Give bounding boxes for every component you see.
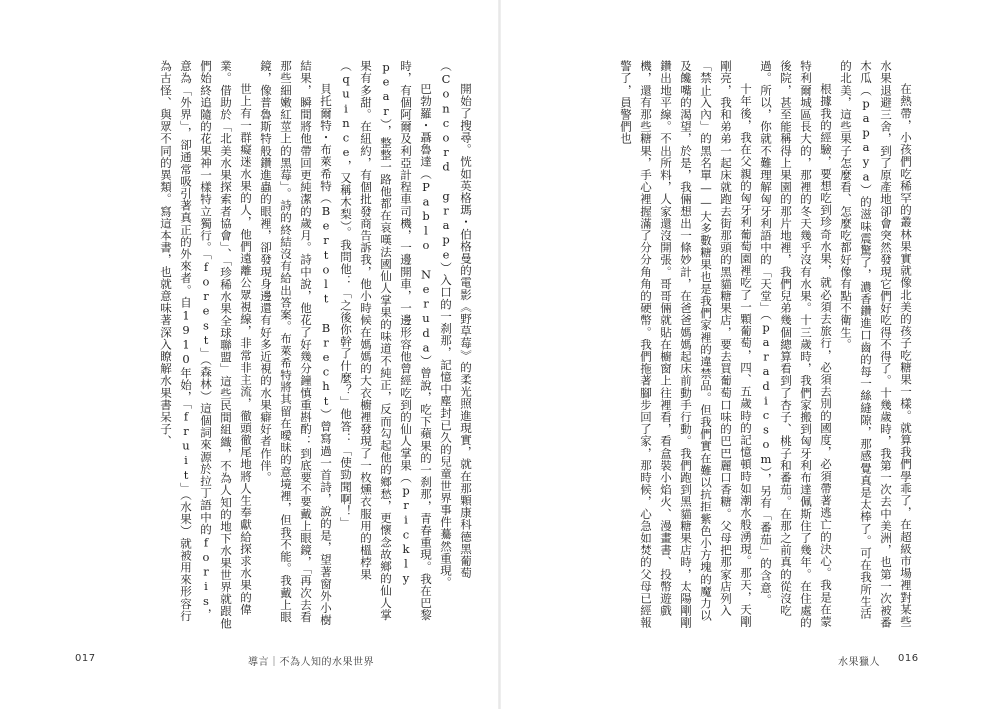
right-page [500,0,999,709]
left-page-body [126,60,476,630]
right-page-number: 016 [898,653,919,664]
paragraph: 貝托爾特・布萊希特（Bertolt Brecht）曾寫過一首詩，說的是，望著窗外小樹結果，瞬間將他帶回更純潔的歲月。詩中說，他花了好幾分鐘慎重斟酌：到底要不要戴上眼鏡，「再次去看那些細嫩紅莖上的黑莓」。詩的終結沒有給出答案。布萊希特將其留在曖昧的意境裡，但我不能。我戴上眼鏡，像普魯斯特般鑽進蟲的眼裡，卻發現身邊還有好多近視的水果癖好者作伴。 [259,60,333,627]
paragraph: 十年後，我在父親的匈牙利葡萄園裡吃了一顆葡萄，四、五歲時的記憶頓時如潮水般湧現。那天，天剛剛亮，我和弟弟一起床就跑去街那頭的黑貓糖果店，要去買葡萄口味的巴巴麗口香糖。父母把那家店列入「禁止入內」的黑名單——大多數糖果也是我們家裡的違禁品。但我們實在難以抗拒紫色小方塊的魔力以及饞嘴的渴望，於是，我倆想出一條妙計，在爸爸媽媽起床前動手行動。我們跑到黑貓糖果店時，太陽剛剛鑽出地平線。不出所料，人家還沒開張。哥哥倆就貼在櫥窗上往裡看，看盒裝小焰火、漫畫書、投幣遊戲機，還有那些糖果，手心裡握滿了分分角角的硬幣。我們拖著腳步回了家，那時候，心急如焚的父母已經報警了，員警們也 [619,60,753,629]
paragraph: 在熱帶，小孩們吃稀罕的叢林果實就像北美的孩子吃糖果一樣。就算我們學乖了，在超級市場裡對某些水果退避三舍，到了原產地卻會突然發現它們好吃得不得了。十幾歲時，我第一次去中美洲，也第一次被番木瓜（papaya）的滋味震驚了，濃香鑽進口齒的每一絲縫隙，那感覺真是太棒了。可在我所生活的北美，這些果子怎麼看、怎麼吃都好像有點不衛生。 [839,60,913,629]
right-running-head: 水果獵人 [838,657,880,668]
paragraph: 根據我的經驗，要想吃到珍奇水果，就必須去旅行，必須去別的國度，必須帶著逃亡的決心。我是在蒙特利爾城區長大的，那裡的冬天幾乎沒有水果。十三歲時，我們家搬到匈牙利布達佩斯住了幾年。在住處的後院，甚至能稱得上果園的那片地裡，我們兒弟幾個總算看到了杏子、桃子和番茄。在那之前真的從沒吃過。所以，你就不難理解匈牙利語中的「天堂」（paradicsom），另有「番茄」的含意。 [759,60,833,629]
paragraph: 巴勃羅・聶魯達（Pablo Neruda）曾說，吃下蘋果的一刹那，青春重現。我在巴黎時，有個阿爾及利亞計程車司機，一邊開車，一邊形容他曾經吃到的仙人掌果（prickly pear），整整一路他都在哀嘆法國仙人掌果的味道不純正，反而勾起他的鄉愁，更懷念故鄉的仙人掌果有多甜。在紐約，有個批發商告訴我，他小時候在媽媽的大衣櫥裡發現了一枚燻衣服用的榲桲果（quince，又稱木梨）。我問他：「之後你幹了什麼？」他答：「使勁聞啊！」 [339,60,433,622]
paragraph: 世上有一群癡迷水果的人，他們遠離公眾視線，非常非主流，徹頭徹尾地將人生奉獻給探求水果的偉業。借助於「北美水果探索者協會」、「珍稀水果全球聯盟」這些民間組織，不為人知的地下水果世界就跟他們始終追隨的花果神一樣特立獨行。「forest」（森林）這個詞來源於拉丁語中的foris，意為「外界」，卻通常吸引著真正的外來者。自1910年始，「fruit」（水果）就被用來形容行為古怪、與眾不同的異類。寫這本書，也就意味著深入瞭解水果書呆子、 [159,60,253,630]
left-running-head: 導言｜不為人知的水果世界 [248,657,374,668]
right-page-body [586,60,916,630]
paragraph: 開始了搜尋。恍如英格瑪・伯格曼的電影《野草莓》的柔光照進現實，就在那顆康科德黑葡萄（Concord grape）入口的一刹那，記憶中塵封已久的兒童世界事件驀然重現。 [439,60,473,589]
left-page [0,0,499,709]
left-page-number: 017 [75,653,96,664]
